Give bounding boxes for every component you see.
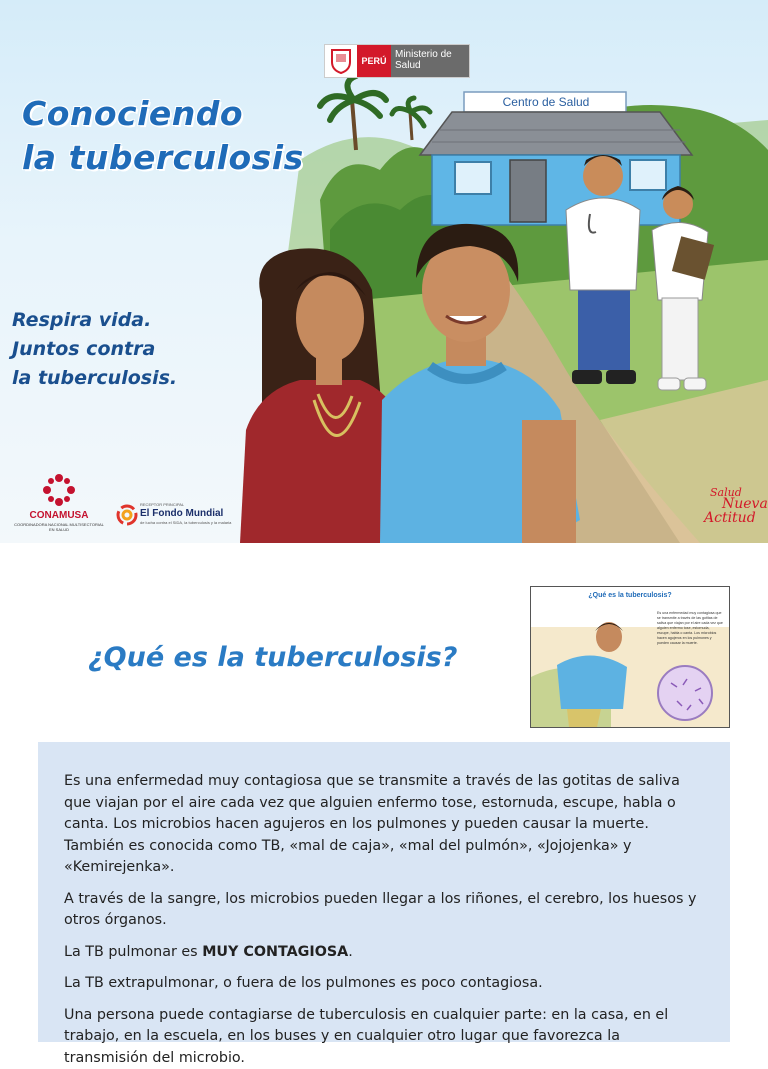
- paragraph: Es una enfermedad muy contagiosa que se transmite a través de las gotitas de saliva que viajan por el aire cada vez que alguien enfermo tose, estornuda, escupe, habla o canta. Los microbios hacen agujeros en los pulmones y pueden causar la muerte. También es conocida como TB, «mal de caja», «mal del pulmón», «Jojojenka» y «Kemirejenka».: [64, 771, 704, 879]
- conamusa-cross-icon: [14, 470, 104, 510]
- salud-logo-line3: Actitud: [704, 510, 756, 526]
- fondo-mundial-swirl-icon: [116, 504, 138, 526]
- paragraph: La TB extrapulmonar, o fuera de los pulmones es poco contagiosa.: [64, 973, 704, 995]
- paragraph: Una persona puede contagiarse de tuberculosis en cualquier parte: en la casa, en el trabajo, en la escuela, en los buses y en cualquier otro lugar que favorezca la transmisión del microbio.: [64, 1005, 704, 1069]
- section-title: ¿Qué es la tuberculosis?: [88, 642, 457, 673]
- paragraph-text: La TB pulmonar es: [64, 944, 202, 960]
- salud-logo-line1: Salud: [710, 486, 742, 499]
- fondo-mundial-logo: [116, 500, 226, 526]
- fondo-subtitle: de lucha contra el SIDA, la tuberculosis y la malaria: [140, 520, 231, 525]
- paragraph-text: .: [348, 944, 353, 960]
- slogan-line: la tuberculosis.: [12, 364, 177, 393]
- palm-tree: [392, 98, 430, 140]
- cover-title-line1: Conociendo: [22, 94, 243, 133]
- info-text-box: [38, 742, 730, 1042]
- thumbnail-illustration: [531, 587, 729, 727]
- ministerio-salud-logo: [324, 44, 470, 78]
- emphasis-text: MUY CONTAGIOSA: [202, 944, 348, 960]
- paragraph: [64, 942, 704, 964]
- cover-title: [22, 92, 304, 180]
- salud-logo-line2: Nueva: [722, 496, 768, 512]
- peru-label: PERÚ: [357, 45, 391, 77]
- salud-nueva-actitud-logo: [700, 486, 766, 532]
- ministry-name: Ministerio de Salud: [391, 45, 469, 77]
- conamusa-logo: [14, 470, 104, 530]
- thumbnail-text: Es una enfermedad muy contagiosa que se transmite a través de las gotitas de saliva que viajan por el aire cada vez que alguien enfermo tose, estornuda, escupe, habla o canta. Los microbios hacen agujeros en los pulmones y pueden causar la muerte.: [657, 611, 723, 646]
- conamusa-subtitle: COORDINADORA NACIONAL MULTISECTORIAL EN SALUD: [14, 522, 104, 532]
- cover-slogan: [12, 306, 177, 393]
- paragraph: A través de la sangre, los microbios pueden llegar a los riñones, el cerebro, los huesos y otros órganos.: [64, 889, 704, 932]
- cover-title-line2: la tuberculosis: [22, 138, 304, 177]
- health-center-sign: Centro de Salud: [466, 93, 626, 111]
- peru-coat-of-arms-icon: [325, 45, 357, 77]
- slogan-line: Juntos contra: [12, 335, 177, 364]
- thumbnail-title: ¿Qué es la tuberculosis?: [531, 592, 729, 599]
- fondo-tag: RECEPTOR PRINCIPAL: [140, 502, 184, 507]
- health-center-building: [420, 92, 692, 225]
- page-thumbnail: [530, 586, 730, 728]
- fondo-name: El Fondo Mundial: [140, 508, 223, 519]
- slogan-line: Respira vida.: [12, 306, 177, 335]
- conamusa-name: CONAMUSA: [14, 510, 104, 521]
